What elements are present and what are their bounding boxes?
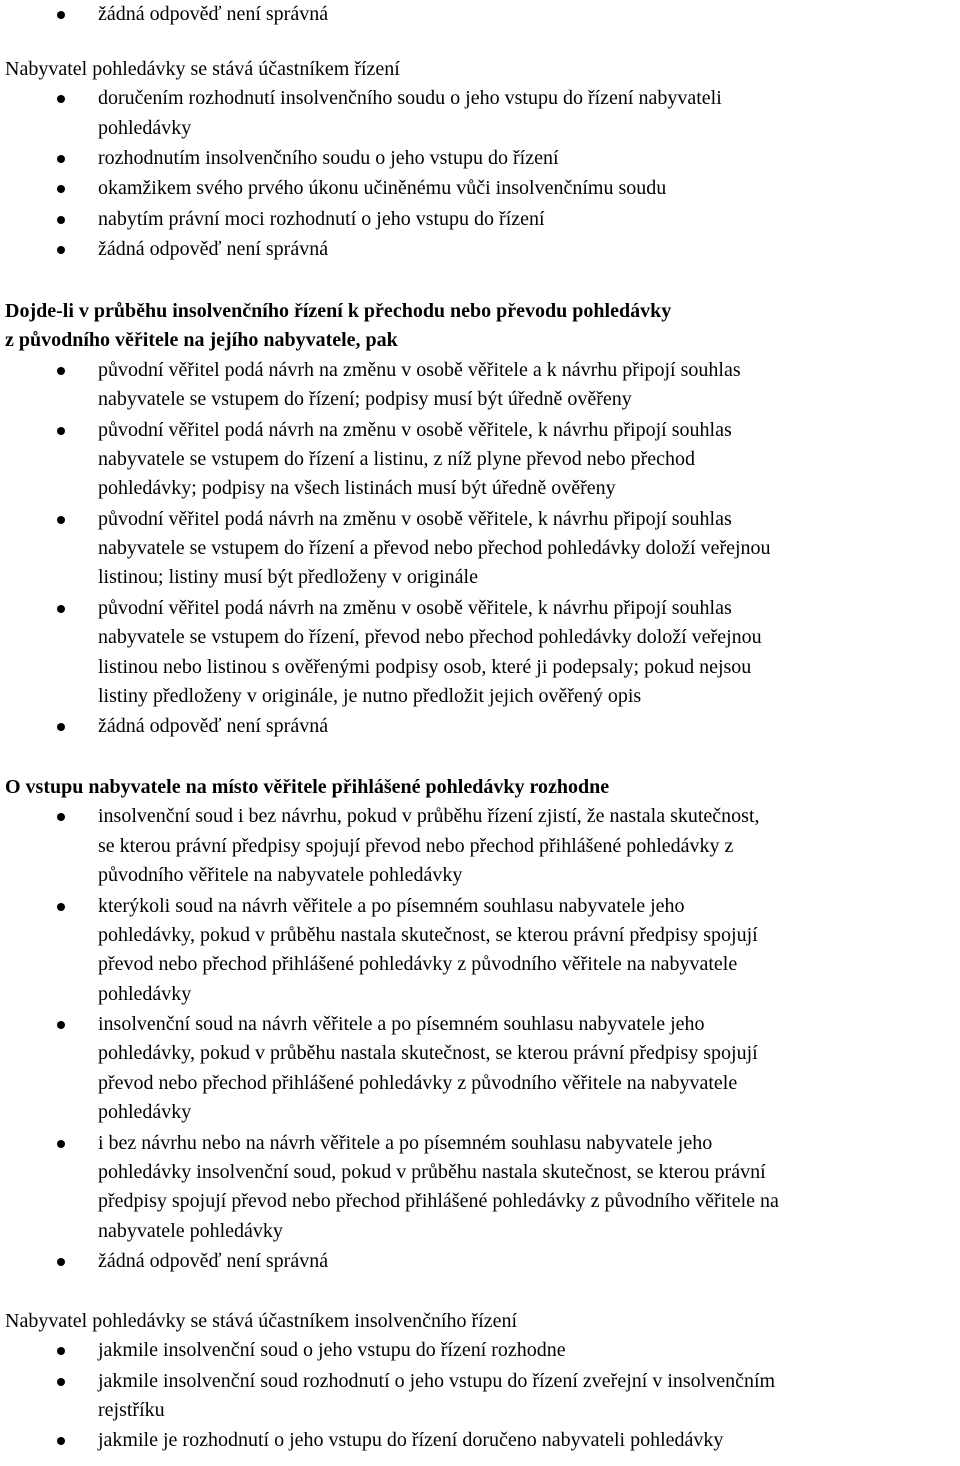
- bullet-icon: [57, 11, 65, 19]
- answer-option: [0, 1367, 960, 1426]
- answer-option: [0, 356, 960, 415]
- answer-option-line: doručením rozhodnutí insolvenčního soudu o jeho vstupu do řízení nabyvateli: [98, 87, 722, 110]
- answer-option: [0, 0, 960, 29]
- bullet-icon: [57, 1437, 65, 1445]
- answer-option-line: nabyvatele se vstupem do řízení a převod nebo přechod pohledávky doloží veřejnou: [98, 537, 771, 560]
- answer-option: [0, 1010, 960, 1128]
- bullet-icon: [57, 155, 65, 163]
- answer-option: [0, 1426, 960, 1455]
- answer-option-line: pohledávky insolvenční soud, pokud v průběhu nastala skutečnost, se kterou právní: [98, 1160, 766, 1183]
- question-title-line: z původního věřitele na jejího nabyvatele, pak: [5, 329, 398, 352]
- answer-option-line: okamžikem svého prvého úkonu učiněnému vůči insolvenčnímu soudu: [98, 177, 667, 200]
- question-title: [0, 55, 960, 84]
- bullet-icon: [57, 516, 65, 524]
- answer-option-line: listinou; listiny musí být předloženy v originále: [98, 566, 478, 589]
- answer-option-line: původní věřitel podá návrh na změnu v osobě věřitele, k návrhu připojí souhlas: [98, 418, 732, 441]
- answer-option-line: původní věřitel podá návrh na změnu v osobě věřitele, k návrhu připojí souhlas: [98, 507, 732, 530]
- answer-option-line: nabyvatele se vstupem do řízení a listinu, z níž plyne převod nebo přechod: [98, 447, 696, 470]
- answer-option-line: rozhodnutím insolvenčního soudu o jeho vstupu do řízení: [98, 147, 559, 170]
- answer-option-line: insolvenční soud i bez návrhu, pokud v průběhu řízení zjistí, že nastala skutečnost,: [98, 805, 760, 828]
- answer-option-line: listiny předloženy v originále, je nutno předložit jejich ověřený opis: [98, 684, 642, 707]
- bullet-icon: [57, 367, 65, 375]
- answer-option-line: původní věřitel podá návrh na změnu v osobě věřitele, k návrhu připojí souhlas: [98, 596, 732, 619]
- bullet-icon: [57, 723, 65, 731]
- answer-option-line: nabyvatele se vstupem do řízení; podpisy musí být úředně ověřeny: [98, 388, 632, 411]
- bullet-icon: [57, 1258, 65, 1266]
- answer-option-line: původního věřitele na nabyvatele pohledávky: [98, 864, 463, 887]
- answer-option: [0, 205, 960, 234]
- bullet-icon: [57, 1378, 65, 1386]
- question-title: [0, 1307, 960, 1336]
- question-title-line: Dojde-li v průběhu insolvenčního řízení k přechodu nebo převodu pohledávky: [5, 300, 672, 322]
- answer-option-line: insolvenční soud na návrh věřitele a po písemném souhlasu nabyvatele jeho: [98, 1013, 705, 1036]
- question-block: [0, 0, 960, 29]
- answer-option-line: pohledávky, pokud v průběhu nastala skutečnost, se kterou právní předpisy spojují: [98, 923, 758, 946]
- answer-option-line: žádná odpověď není správná: [98, 238, 329, 260]
- answer-list: [0, 84, 960, 264]
- answer-option: [0, 174, 960, 203]
- answer-option: [0, 594, 960, 712]
- question-block: [0, 55, 960, 264]
- answer-option: [0, 235, 960, 264]
- bullet-icon: [57, 95, 65, 103]
- answer-option: [0, 1129, 960, 1247]
- answer-option-line: žádná odpověď není správná: [98, 1250, 329, 1273]
- bullet-icon: [57, 246, 65, 254]
- bullet-icon: [57, 903, 65, 911]
- answer-option-line: i bez návrhu nebo na návrh věřitele a po písemném souhlasu nabyvatele jeho: [98, 1131, 713, 1154]
- answer-option: [0, 802, 960, 890]
- bullet-icon: [57, 1021, 65, 1029]
- answer-option-line: pohledávky: [98, 116, 192, 139]
- question-block: [0, 773, 960, 1276]
- answer-list: [0, 802, 960, 1276]
- answer-option-line: pohledávky, pokud v průběhu nastala skutečnost, se kterou právní předpisy spojují: [98, 1042, 758, 1065]
- answer-option-line: převod nebo přechod přihlášené pohledávky z původního věřitele na nabyvatele: [98, 1071, 738, 1094]
- bullet-icon: [57, 216, 65, 224]
- question-title-line: Nabyvatel pohledávky se stává účastníkem insolvenčního řízení: [5, 1310, 518, 1332]
- answer-option-line: jakmile insolvenční soud o jeho vstupu do řízení rozhodne: [98, 1339, 566, 1362]
- bullet-icon: [57, 605, 65, 613]
- bullet-icon: [57, 185, 65, 193]
- answer-option-line: nabytím právní moci rozhodnutí o jeho vstupu do řízení: [98, 207, 545, 230]
- answer-list: [0, 1336, 960, 1455]
- answer-option: [0, 84, 960, 143]
- answer-option-line: pohledávky: [98, 982, 192, 1005]
- answer-option-line: listinou nebo listinou s ověřenými podpisy osob, které ji podepsaly; pokud nejsou: [98, 655, 752, 678]
- answer-option-line: pohledávky: [98, 1101, 192, 1124]
- answer-option-line: původní věřitel podá návrh na změnu v osobě věřitele a k návrhu připojí souhlas: [98, 358, 741, 381]
- answer-option-line: rejstříku: [98, 1399, 165, 1422]
- answer-option-line: jakmile je rozhodnutí o jeho vstupu do řízení doručeno nabyvateli pohledávky: [98, 1429, 724, 1452]
- answer-option: [0, 1247, 960, 1276]
- answer-option: [0, 892, 960, 1010]
- question-block: [0, 297, 960, 742]
- answer-option-line: nabyvatele pohledávky: [98, 1219, 283, 1242]
- question-title: [0, 297, 960, 356]
- question-block: [0, 1307, 960, 1456]
- answer-option: [0, 144, 960, 173]
- answer-option: [0, 416, 960, 504]
- bullet-icon: [57, 1347, 65, 1355]
- bullet-icon: [57, 813, 65, 821]
- answer-option-line: jakmile insolvenční soud rozhodnutí o jeho vstupu do řízení zveřejní v insolvenčním: [98, 1369, 776, 1392]
- bullet-icon: [57, 427, 65, 435]
- bullet-icon: [57, 1140, 65, 1148]
- answer-option-line: nabyvatele se vstupem do řízení, převod nebo přechod pohledávky doloží veřejnou: [98, 626, 762, 649]
- question-title: [0, 773, 960, 802]
- answer-option-line: kterýkoli soud na návrh věřitele a po písemném souhlasu nabyvatele jeho: [98, 894, 685, 917]
- answer-option: [0, 712, 960, 741]
- answer-option-line: žádná odpověď není správná: [98, 3, 329, 25]
- answer-option: [0, 505, 960, 593]
- answer-option: [0, 1336, 960, 1365]
- answer-option-line: převod nebo přechod přihlášené pohledávky z původního věřitele na nabyvatele: [98, 953, 738, 976]
- answer-list: [0, 356, 960, 742]
- question-title-line: O vstupu nabyvatele na místo věřitele přihlášené pohledávky rozhodne: [5, 776, 610, 798]
- answer-option-line: pohledávky; podpisy na všech listinách musí být úředně ověřeny: [98, 477, 616, 500]
- answer-option-line: se kterou právní předpisy spojují převod nebo přechod přihlášené pohledávky z: [98, 834, 734, 857]
- answer-option-line: žádná odpověď není správná: [98, 715, 329, 738]
- answer-option-line: předpisy spojují převod nebo přechod přihlášené pohledávky z původního věřitele na: [98, 1190, 779, 1213]
- question-title-line: Nabyvatel pohledávky se stává účastníkem řízení: [5, 58, 400, 80]
- answer-list: [0, 0, 960, 29]
